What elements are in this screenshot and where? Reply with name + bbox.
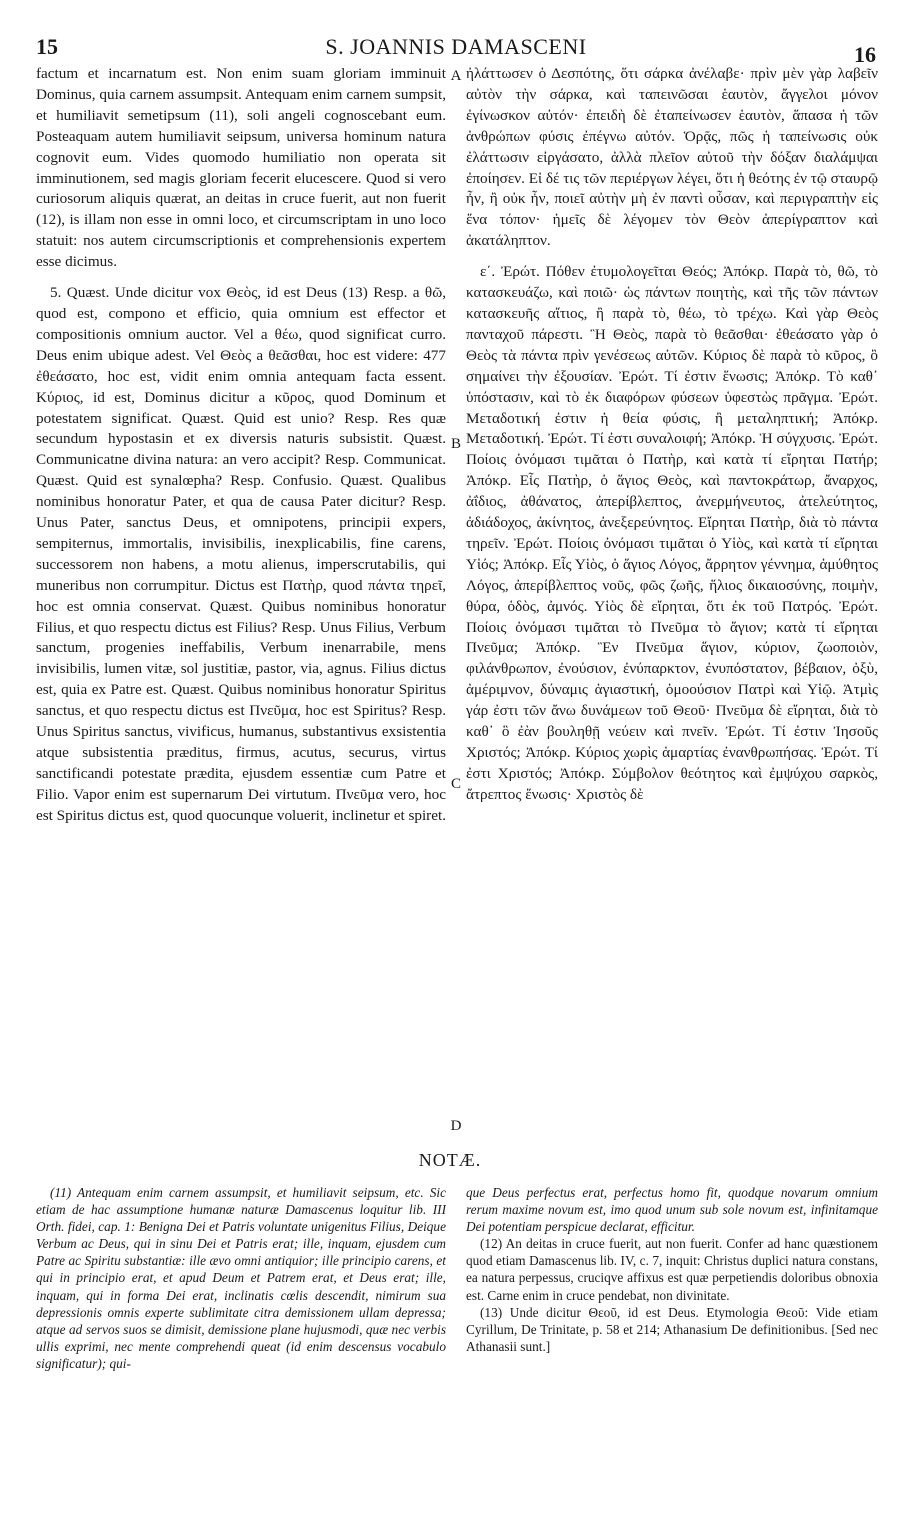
notes-right-column: [466, 1184, 878, 1524]
running-title: S. JOANNIS DAMASCENI: [325, 34, 587, 59]
page-number-right: 16: [854, 42, 876, 67]
note-11: (11) Antequam enim carnem assumpsit, et humiliavit seipsum, etc. Sic etiam de hac assumptione humanæ naturæ Damascenus loquitur lib. III Orth. fidei, cap. 1: Benigna Dei et Patris voluntate unigenitus Filius, Deique Verbum ac Deus, qui in sinu Dei et Patris erat; ille, inquam, ejusdem cum Patre ac Spiritu substantiæ: ille ævo omni antiquior; ille principio carens, et qui in principio erat, et apud Deum et Patrem erat, et Deus erat; ille, inquam, qui in forma Dei erat, inclinatis cœlis descendit, nimirum sua depressionis omnis experte sublimitate citra demissionem ullam depressa; atque ad servos suos se dimisit, demissione plane hujusmodi, quæ nec verbis ullis exprimi, nec mente comprehendi queat (id enim descensus vocabulo significatur); qui-: [36, 1185, 446, 1371]
latin-paragraph-1: factum et incarnatum est. Non enim suam gloriam imminuit Dominus, quia carnem assumpsit. Antequam enim carnem sumpsit, et humiliavit semetipsum (11), soli angeli cognoscebant eum. Posteaquam autem humiliavit seipsum, universa hominum natura cognovit eum. Vides quomodo humiliatio non operata sit imminutionem, sed magis gloriam fecerit elucescere. Quod si vero curiosorum aliquis quærat, an deitas in cruce fuerit, aut non fuerit (12), is illam non esse in omni loco, et circumscriptam in uno loco statuit: nos autem circumscriptionis et comprehensionis expertem esse dicimus.: [36, 65, 446, 271]
running-header: [36, 28, 876, 68]
notes-heading: NOTÆ.: [418, 1150, 482, 1170]
margin-marker-d: D: [450, 1118, 462, 1134]
latin-column: [36, 64, 446, 1134]
note-12: (12) An deitas in cruce fuerit, aut non fuerit. Confer ad hanc quæstionem quod etiam Damascenus lib. IV, c. 7, inquit: Christus duplici natura constans, ea natura perpessus, cruciqve affixus est quæ perpetiendis doloribus obnoxia est. Carne enim in cruce pendebat, non divinitate.: [466, 1236, 878, 1303]
note-11-continued: que Deus perfectus erat, perfectus homo fit, quodque novarum omnium rerum maxime novum est, imo quod unum sub sole novum est, infinitamque Dei potentiam perspicue declarat, efficitur.: [466, 1185, 878, 1235]
greek-paragraph-1: ἠλάττωσεν ὁ Δεσπότης, ὅτι σάρκα ἀνέλαβε· πρὶν μὲν γὰρ λαβεῖν αὐτὸν τὴν σάρκα, καὶ ταπεινῶσαι ἑαυτὸν, ἄγγελοι μόνον ἐγίνωσκον αὐτόν· ἐπειδὴ δὲ ἐταπείνωσεν ἑαυτὸν, ἅπασα ἡ τῶν ἀνθρώπων φύσις ἐπέγνω αὐτόν. Ὁρᾷς, πῶς ἡ ταπείνωσις οὐκ ἐλάττωσιν εἰργάσατο, ἀλλὰ πλεῖον αὐτοῦ τὴν δόξαν διαλάμψαι ἐποίησεν. Εἰ δέ τις τῶν περιέργων λέγει, ὅτι ἡ θεότης ἐν τῷ σταυρῷ ἦν, ἢ οὐκ ἦν, ποιεῖ αὐτὴν μὴ ἐν παντὶ οὖσαν, καὶ περιγραπτὴν εἰς ἕνα τόπον· ἡμεῖς δὲ λέγομεν τὸν Θεὸν ἀπερίγραπτον καὶ ἀκατάληπτον.: [466, 65, 878, 250]
margin-marker-a: A: [450, 68, 462, 84]
note-13: (13) Unde dicitur Θεοῦ, id est Deus. Etymologia Θεοῦ: Vide etiam Cyrillum, De Trinitate, p. 58 et 214; Athanasium De definitionibus. [Sed nec Athanasii sunt.]: [466, 1304, 878, 1354]
greek-column: [466, 64, 878, 1134]
margin-marker-b: B: [450, 436, 461, 452]
page-number-left: 15: [36, 34, 58, 59]
greek-paragraph-2: ε΄. Ἐρώτ. Πόθεν ἐτυμολογεῖται Θεός; Ἀπόκρ. Παρὰ τὸ, θῶ, τὸ κατασκευάζω, καὶ ποιῶ· ὡς πάντων ποιητὴς, καὶ τῆς τῶν πάντων κατασκευῆς αἴτιος, ἢ παρὰ τὸ, θέω, τὸ τρέχω. Καὶ γὰρ Θεὸς πανταχοῦ πάρεστι. Ἢ Θεὸς, παρὰ τὸ θεᾶσθαι· ἐθεάσατο γὰρ ὁ Θεὸς τὰ πάντα πρὶν γενέσεως αὐτῶν. Κύριος δὲ παρὰ τὸ κῦρος, ὃ σημαίνει τὴν ἐξουσίαν. Ἐρώτ. Τί ἐστιν ἕνωσις; Ἀπόκρ. Τὸ καθ᾽ ὑπόστασιν, καὶ τὸ ἐκ διαφόρων φύσεων ὑφεστὼς πρᾶγμα. Ἐρώτ. Μεταδοτική ἐστιν ἡ θεία φύσις, ἢ μεταληπτική; Ἀπόκρ. Μεταδοτική. Ἐρώτ. Τί ἐστι συναλοιφή; Ἀπόκρ. Ἡ σύγχυσις. Ἐρώτ. Ποίοις ὀνόμασι τιμᾶται ὁ Πατὴρ, καὶ κατὰ τί εἴρηται Πατήρ; Ἀπόκρ. Εἷς Πατὴρ, ὁ ἅγιος Θεὸς, καὶ παντοκράτωρ, ἄναρχος, ἀΐδιος, ἀθάνατος, ἀπερίβλεπτος, ἀνερμήνευτος, ἀτελεύτητος, ἀδιάδοχος, ἀκίνητος, ἀνεξερεύνητος. Εἴρηται Πατὴρ, διὰ τὸ πάντα τηρεῖν. Ἐρώτ. Ποίοις ὀνόμασι τιμᾶται ὁ Υἱὸς, καὶ κατὰ τί εἴρηται Υἱός; Ἀπόκρ. Εἷς Υἱὸς, ὁ ἅγιος Λόγος, ἄρρητον γέννημα, ἀμύθητος Λόγος, ἀπερίβλεπτος νοῦς, φῶς ζωῆς, ἥλιος δικαιοσύνης, ποιμὴν, θύρα, ὁδὸς, ἀμνός. Υἱὸς δὲ εἴρηται, ὅτι ἐκ τοῦ Πατρός. Ἐρώτ. Ποίοις ὀνόμασι τιμᾶται τὸ Πνεῦμα τὸ ἅγιον; κατὰ τί εἴρηται Πνεῦμα; Ἀπόκρ. Ἓν Πνεῦμα ἅγιον, κύριον, ζωοποιὸν, φιλάνθρωπον, ἐνούσιον, ἐνύπαρκτον, ἐνυπόστατον, βέβαιον, ὀξὺ, ἀμέριμνον, δύναμις ἁγιαστική, ὁμοούσιον Πατρὶ καὶ Υἱῷ. Ἀτμὶς γάρ ἐστι τῶν ἄνω δυνάμεων τοῦ Θεοῦ· Πνεῦμα δὲ εἴρηται, διὰ τὸ καθ᾽ ὃ ἐὰν βουληθῇ νεύειν καὶ πνεῖν. Ἐρώτ. Τί ἐστιν Ἰησοῦς Χριστός; Ἀπόκρ. Κύριος χωρὶς ἁμαρτίας ἐνανθρωπήσας. Ἐρώτ. Τί ἐστι Χριστός; Ἀπόκρ. Σύμβολον θεότητος καὶ ἐμψύχου σαρκὸς, ἄτρεπτος ἕνωσις· Χριστὸς δὲ: [466, 263, 878, 803]
latin-paragraph-2: 5. Quæst. Unde dicitur vox Θεὸς, id est Deus (13) Resp. a θῶ, quod est, compono et efficio, quia omnium est effector et compositionis omnium auctor. Vel a θέω, quod significat curro. Deus enim ubique adest. Vel Θεὸς a θεᾶσθαι, hoc est videre: 477 ἐθεάσατο, hoc est, vidit enim omnia antequam facta essent. Κύριος, id est, Dominus dicitur a κῦρος, quod Dominum et potestatem significat. Quæst. Quid est unio? Resp. Res quæ secundum hypostasin et ex diversis naturis subsistit. Quæst. Communicatne divina natura: an vero accipit? Resp. Communicat. Quæst. Quid est synalœpha? Resp. Confusio. Quæst. Qualibus nominibus honoratur Pater, et qua de causa Pater dicitur? Resp. Unus Pater, sanctus Deus, et omnipotens, principii expers, sempiternus, immortalis, invisibilis, inexplicabilis, fine carens, successorem non habens, a motu alienus, imperscrutabilis, qui muneribus non corrumpitur. Dictus est Πατὴρ, quod πάντα τηρεῖ, hoc est omnia conservat. Quæst. Quibus nominibus honoratur Filius, et quo respectu dictus est Filius? Resp. Unus Filius, Verbum sanctum, progenies ineffabilis, Verbum inenarrabile, mens invisibilis, lumen vitæ, sol justitiæ, pastor, via, agnus. Filius dictus est, quia ex Patre est. Quæst. Quibus nominibus honoratur Spiritus sanctus, et quo respectu dictus est Πνεῦμα, hoc est Spiritus? Resp. Unus Spiritus sanctus, vivificus, humanus, substantivus exsistentia atque subsistentia præditus, firmus, acutus, securus, virtus sanctificandi potestate prædita, ejusdem essentiæ cum Patre et Filio. Vapor enim est supernarum Dei virtutum. Πνεῦμα vero, hoc est Spiritus dictus est, quod quocunque voluerit, inclinetur et spiret.: [36, 284, 446, 824]
margin-marker-c: C: [450, 776, 461, 792]
notes-left-column: [36, 1184, 446, 1524]
